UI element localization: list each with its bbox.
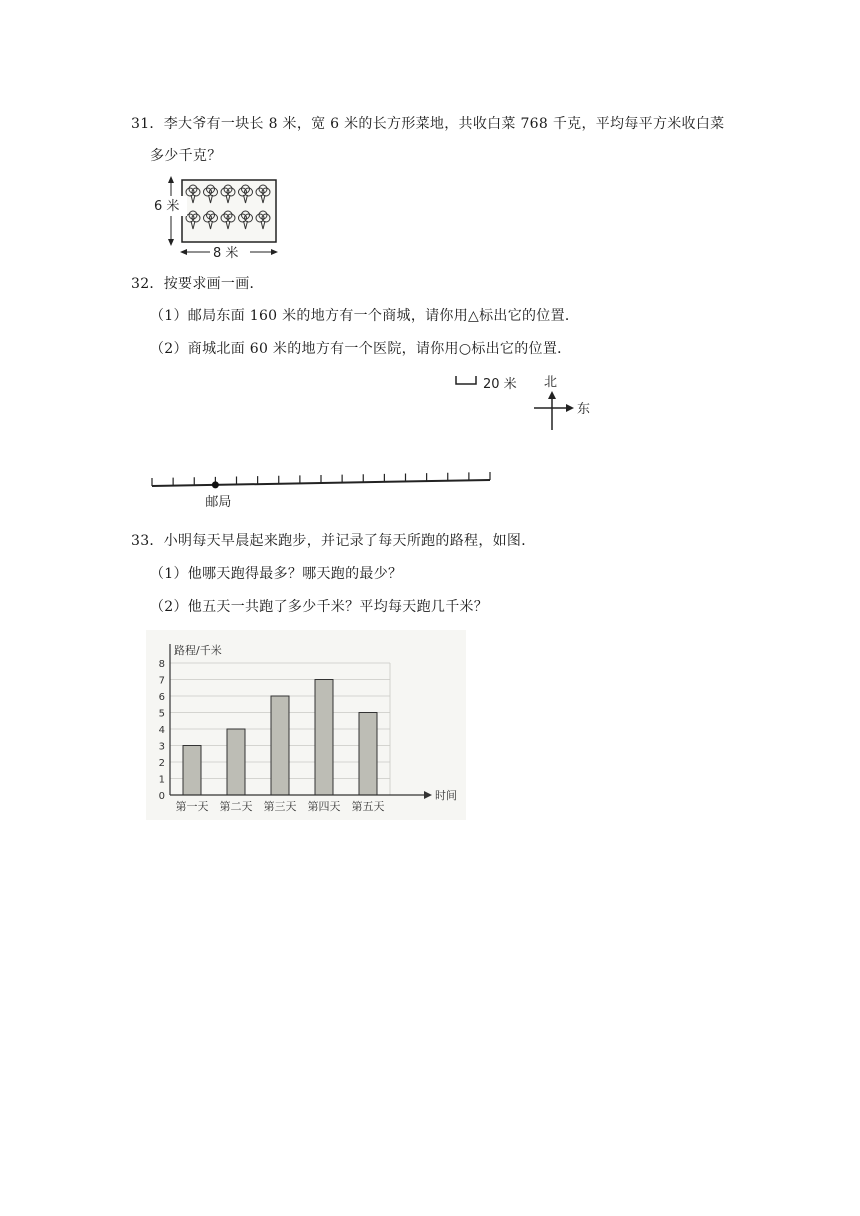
chart-x-labels (176, 800, 385, 813)
q33-bar-chart (146, 630, 466, 820)
q32-title: 32．按要求画一画． (131, 276, 264, 292)
chart-y-tick-label: 8 (158, 659, 165, 670)
chart-y-tick-label: 6 (158, 692, 165, 703)
q31-height-label: 6 米 (154, 199, 180, 214)
chart-y-ticks (159, 659, 165, 802)
q32-map-figure (140, 368, 600, 518)
q31-garden-figure (148, 174, 288, 262)
chart-x-axis-label: 时间 (435, 789, 457, 802)
q32-east-label: 东 (577, 402, 591, 417)
q31-text-line1: 31．李大爷有一块长 8 米，宽 6 米的长方形菜地，共收白菜 768 千克，平均每平方米收白菜 (131, 116, 725, 132)
chart-x-tick-label: 第二天 (219, 800, 253, 813)
post-office-dot (212, 481, 219, 488)
q33-sub1: （1）他哪天跑得最多？哪天跑的最少？ (150, 566, 403, 582)
chart-y-tick-label: 4 (158, 725, 165, 736)
post-office-label: 邮局 (205, 495, 232, 510)
chart-y-tick-label: 7 (158, 675, 165, 687)
chart-y-tick-label: 3 (158, 741, 165, 753)
chart-bar (359, 713, 377, 796)
chart-bar (183, 746, 201, 796)
chart-y-axis-label: 路程/千米 (174, 644, 222, 657)
q31-width-label: 8 米 (213, 246, 239, 261)
q32-scale-label: 20 米 (483, 377, 517, 392)
chart-bar (315, 680, 333, 796)
chart-bar (227, 729, 245, 795)
chart-bars (183, 680, 377, 796)
chart-x-arrow (424, 791, 432, 799)
chart-y-tick-label: 2 (158, 758, 165, 769)
chart-x-tick-label: 第三天 (263, 800, 297, 813)
chart-bar (271, 696, 289, 795)
q33-sub2: （2）他五天一共跑了多少千米？平均每天跑几千米？ (150, 599, 489, 615)
q32-north-label: 北 (544, 375, 558, 390)
q31-text-line2: 多少千克？ (150, 148, 222, 164)
chart-x-tick-label: 第五天 (351, 800, 385, 813)
q33-title: 33．小明每天早晨起来跑步，并记录了每天所跑的路程，如图． (131, 533, 536, 549)
chart-y-tick-label: 0 (158, 791, 165, 802)
chart-y-tick-label: 1 (158, 774, 165, 786)
chart-x-tick-label: 第一天 (175, 800, 209, 813)
q32-sub1: （1）邮局东面 160 米的地方有一个商城，请你用△标出它的位置． (150, 308, 580, 324)
chart-x-tick-label: 第四天 (307, 800, 341, 813)
q32-sub2: （2）商城北面 60 米的地方有一个医院，请你用○标出它的位置． (150, 341, 572, 357)
chart-y-tick-label: 5 (158, 708, 165, 720)
